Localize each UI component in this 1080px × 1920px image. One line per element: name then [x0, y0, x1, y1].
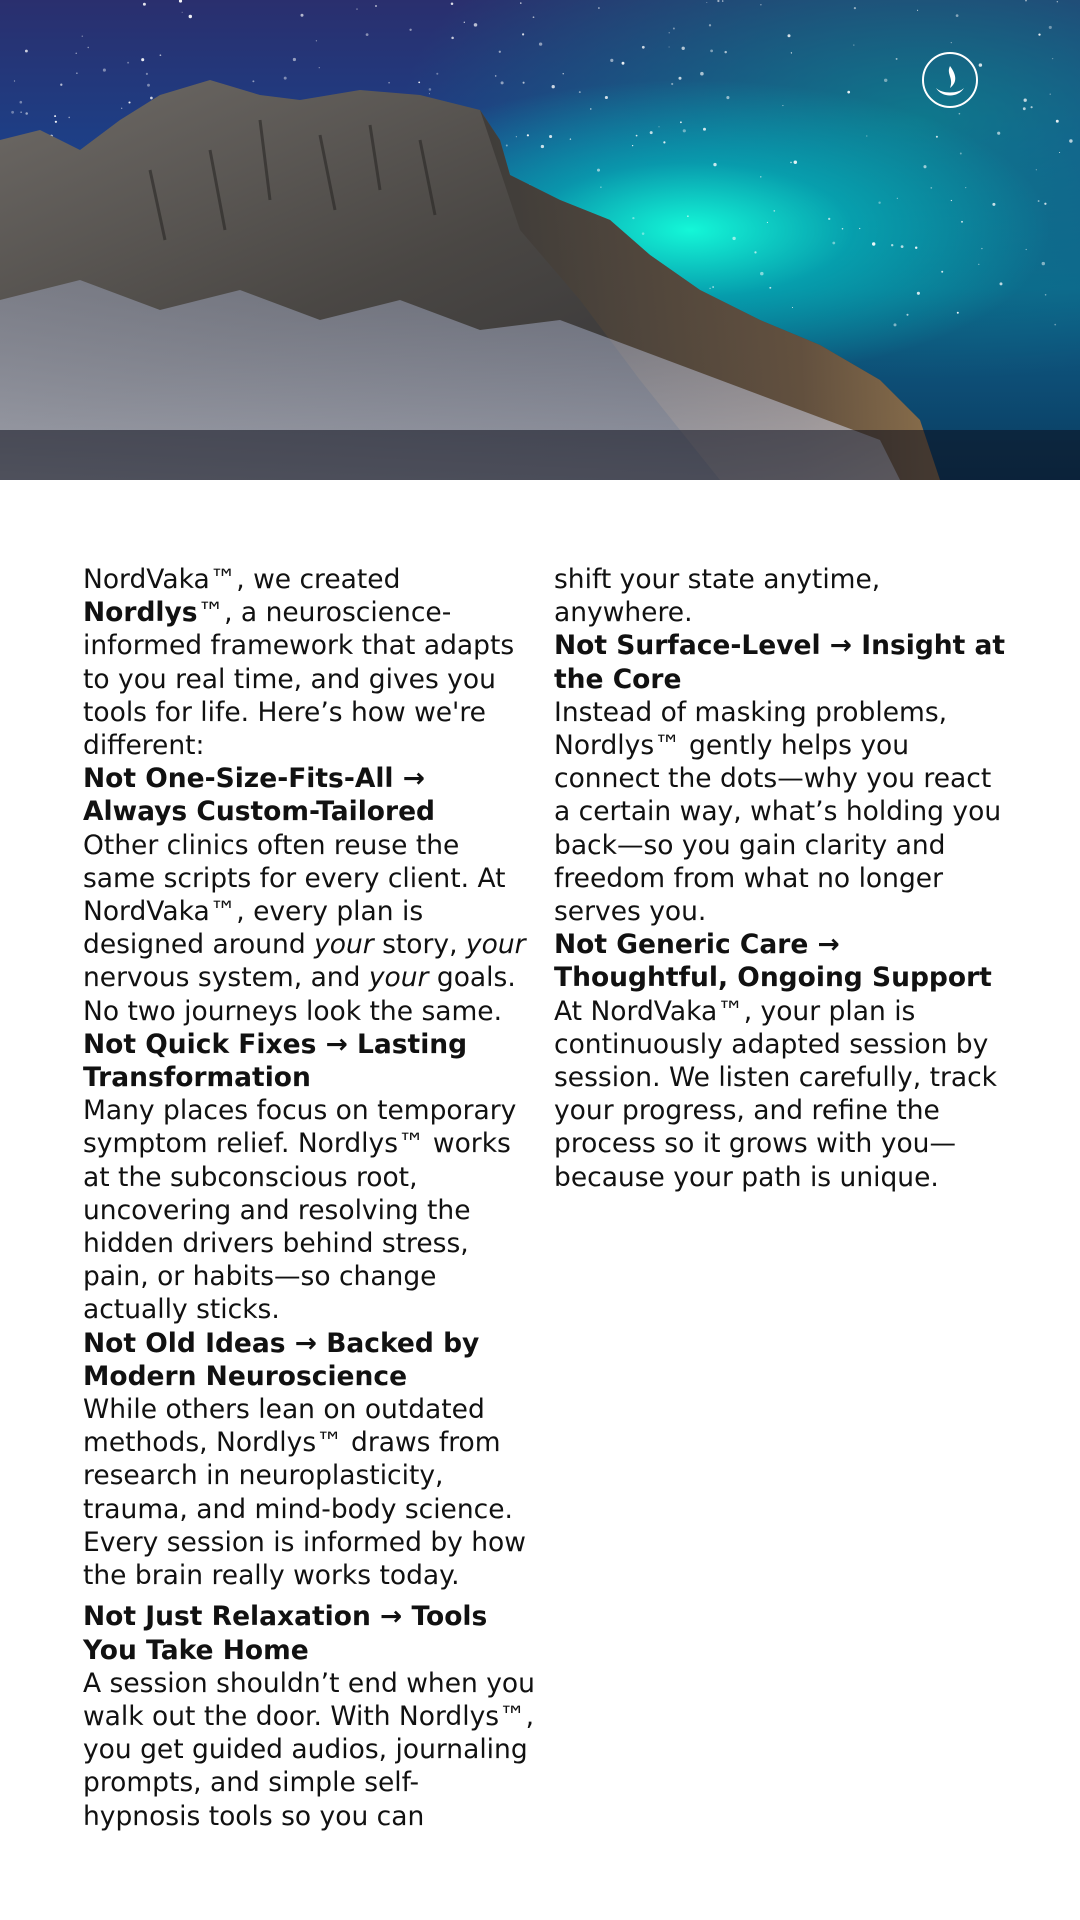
section-body-text: nervous system, and [83, 962, 369, 994]
section-heading: Not Just Relaxation → Tools You Take Home [83, 1601, 488, 1666]
section-body-continued: shift your state anytime, anywhere. [554, 564, 881, 629]
section-body: Instead of masking problems, Nordlys™ gently helps you connect the dots—why you react a certain way, what’s holding you back—so you gain clarity and freedom from what no longer serves you. [554, 696, 1002, 928]
mountain-silhouette [0, 0, 1080, 480]
section-heading: Not Generic Care → Thoughtful, Ongoing Support [554, 929, 992, 994]
section-body: A session shouldn’t end when you walk out the door. With Nordlys™, you get guided audios, journaling prompts, and simple self-hypnosis tools so you can [83, 1667, 535, 1832]
section-body [83, 829, 535, 1028]
right-column [554, 563, 1006, 1194]
flame-leaf-logo-icon [924, 54, 976, 106]
section-body: At NordVaka™, your plan is continuously adapted session by session. We listen carefully, track your progress, and refine the process so it grows with you—because your path is unique. [554, 995, 998, 1193]
emphasis: your [368, 962, 429, 994]
section-heading: Not Old Ideas → Backed by Modern Neuroscience [83, 1327, 480, 1392]
left-column [83, 563, 535, 1833]
intro-brand: Nordlys [83, 597, 198, 629]
intro-prefix: NordVaka™, we created [83, 564, 401, 595]
section-body-text: story, [373, 929, 466, 961]
intro-rest: , a neuroscience-informed framework that adapts to you real time, and gives you tools for life. Here’s how we're different: [83, 597, 515, 762]
intro-tm: ™ [197, 597, 225, 629]
emphasis: your [314, 929, 374, 961]
section-body-text: Other clinics often reuse the same scripts for every client. At NordVaka™, every plan is designed around [83, 829, 506, 961]
section-heading: Not One-Size-Fits-All → Always Custom-Tailored [83, 763, 436, 828]
hero-image [0, 0, 1080, 480]
section-body: While others lean on outdated methods, Nordlys™ draws from research in neuroplasticity, trauma, and mind-body science. Every session is informed by how the brain really works today. [83, 1394, 526, 1592]
emphasis: your [465, 929, 526, 961]
intro-paragraph [83, 563, 535, 762]
section-heading: Not Quick Fixes → Lasting Transformation [83, 1028, 468, 1094]
section-heading: Not Surface-Level → Insight at the Core [554, 630, 1006, 695]
brand-logo[interactable] [922, 52, 978, 108]
section-body: Many places focus on temporary symptom relief. Nordlys™ works at the subconscious root, uncovering and resolving the hidden drivers behind stress, pain, or habits—so change actually sticks. [83, 1095, 517, 1326]
section-body-text: goals. No two journeys look the same. [83, 962, 516, 1027]
